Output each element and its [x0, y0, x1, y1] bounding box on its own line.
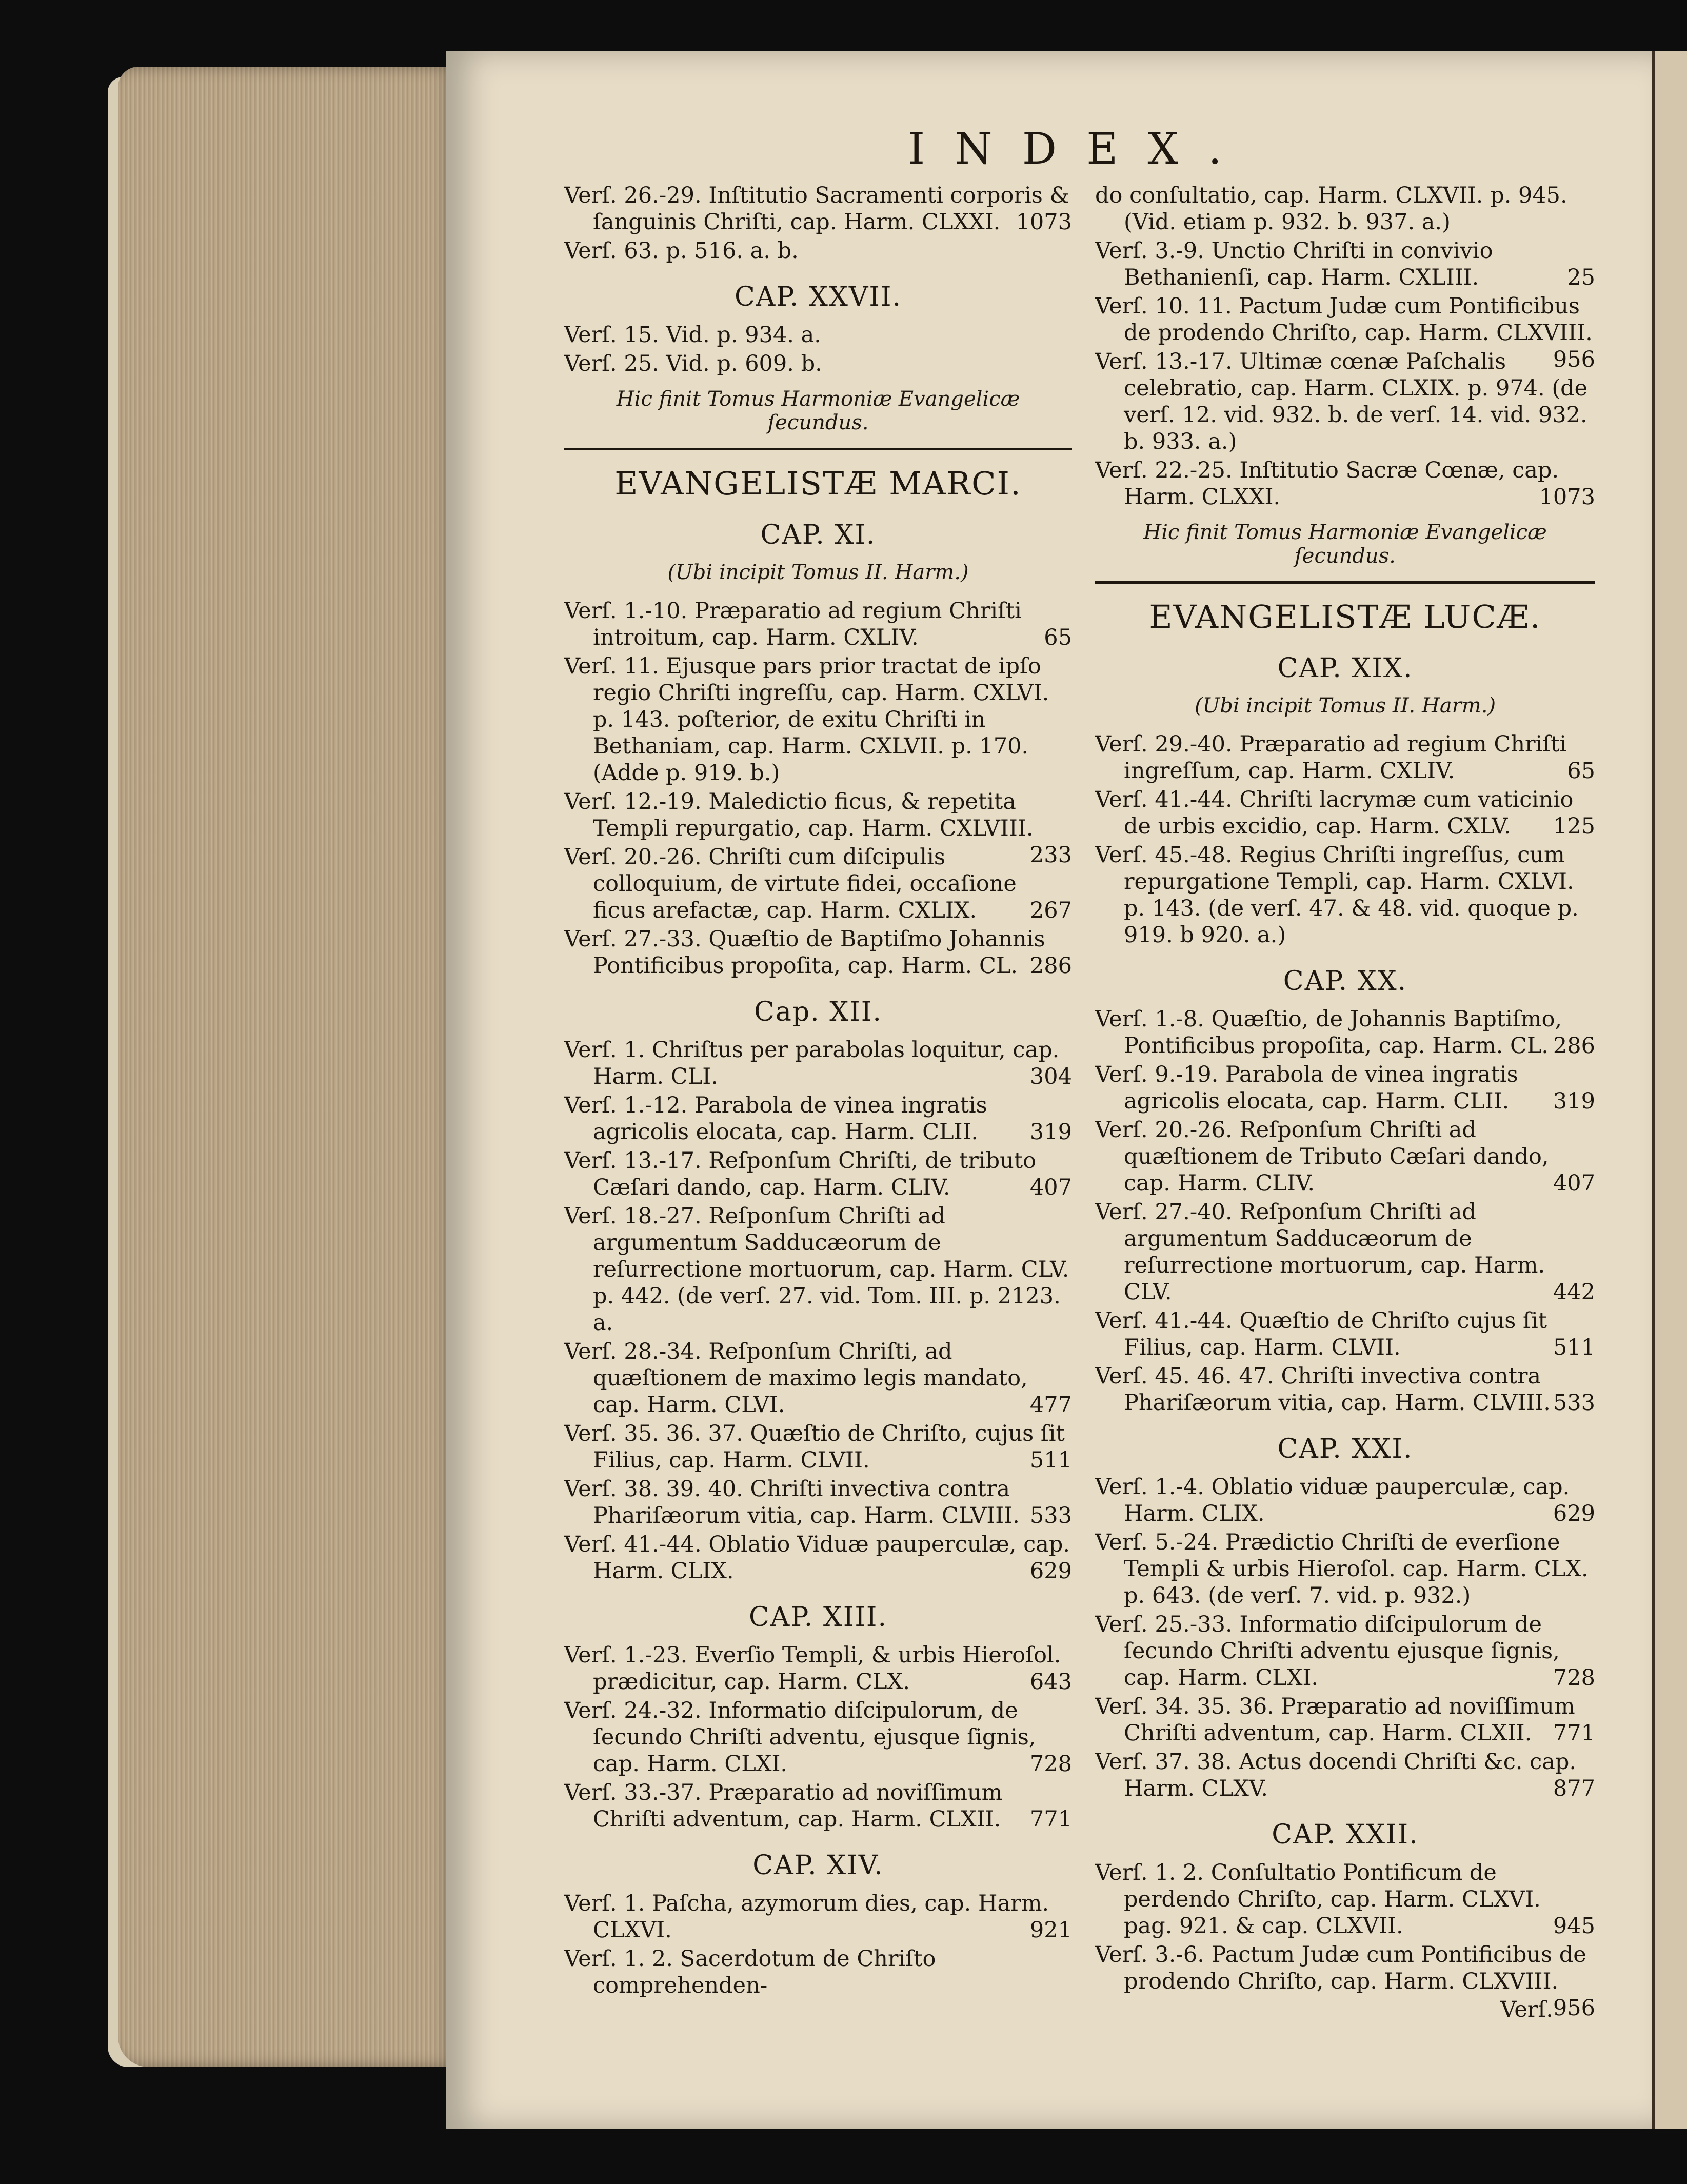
index-entry: Verſ. 10. 11. Pactum Judæ cum Pontificibus de prodendo Chriſto, cap. Harm. CLXVIII. 956	[1095, 293, 1595, 372]
index-entry: Verſ. 1.-12. Parabola de vinea ingratis agricolis elocata, cap. Harm. CLII. 319	[564, 1093, 1072, 1145]
page-number: 921	[1029, 1917, 1072, 1943]
page-number: 956	[1553, 347, 1595, 372]
volume-end-note: Hic finit Tomus Harmoniæ Evangelicæ ſecundus.	[616, 387, 1020, 434]
index-entry: Verſ. 15. Vid. p. 934. a.	[564, 322, 821, 348]
index-entry: Verſ. 1.-4. Oblatio viduæ pauperculæ, cap. Harm. CLIX. 629	[1095, 1474, 1595, 1526]
chapter-heading: CAP. XIV.	[752, 1850, 884, 1881]
index-entry: Verſ. 13.-17. Reſponſum Chriſti, de tributo Cæſari dando, cap. Harm. CLIV. 407	[564, 1148, 1072, 1200]
page-number: 125	[1553, 813, 1595, 839]
page-number: 286	[1553, 1033, 1595, 1059]
chapter-heading: CAP. XXVII.	[734, 282, 902, 312]
index-entry: Verſ. 35. 36. 37. Quæſtio de Chriſto, cujus ſit Filius, cap. Harm. CLVII. 511	[564, 1421, 1072, 1473]
page-number: 65	[1044, 625, 1072, 650]
page-number: 304	[1029, 1064, 1072, 1089]
chapter-heading: CAP. XIX.	[1277, 653, 1413, 684]
index-entry: Verſ. 34. 35. 36. Præparatio ad noviſſimum Chriſti adventum, cap. Harm. CLXII. 771	[1095, 1694, 1595, 1746]
index-entry: Verſ. 1. Chriſtus per parabolas loquitur, cap. Harm. CLI. 304	[564, 1037, 1072, 1089]
index-entry: do conſultatio, cap. Harm. CLXVII. p. 945. (Vid. etiam p. 932. b. 937. a.)	[1095, 183, 1567, 235]
page-number: 728	[1029, 1751, 1072, 1777]
index-entry: Verſ. 33.-37. Præparatio ad noviſſimum Chriſti adventum, cap. Harm. CLXII. 771	[564, 1780, 1072, 1832]
volume-start-note: (Ubi incipit Tomus II. Harm.)	[667, 561, 969, 584]
index-entry: Verſ. 1.-8. Quæſtio, de Johannis Baptiſmo, Pontificibus propoſita, cap. Harm. CL. 286	[1095, 1006, 1595, 1059]
gospel-heading: EVANGELISTÆ LUCÆ.	[1149, 598, 1541, 636]
page-content	[564, 124, 1595, 2022]
right-column	[1095, 182, 1595, 2022]
page-number: 25	[1567, 265, 1595, 290]
facing-page-edge	[1652, 51, 1687, 2129]
page-number: 511	[1553, 1335, 1595, 1360]
index-entry: Verſ. 25.-33. Informatio diſcipulorum de ſecundo Chriſti adventu ejusque ſignis, cap. Harm. CLXI. 728	[1095, 1612, 1595, 1691]
index-entry: Verſ. 18.-27. Reſponſum Chriſti ad argumentum Sadducæorum de reſurrectione mortuorum, cap. Harm. CLV. p. 442. (de verſ. 27. vid. Tom. III. p. 2123. a.	[564, 1203, 1069, 1336]
left-column	[564, 182, 1072, 2001]
chapter-heading: Cap. XII.	[754, 997, 882, 1027]
book-page-edges	[118, 67, 457, 2067]
index-entry: Verſ. 3.-9. Unctio Chriſti in convivio Bethanienſi, cap. Harm. CXLIII. 25	[1095, 238, 1595, 290]
index-entry: Verſ. 24.-32. Informatio diſcipulorum, de ſecundo Chriſti adventu, ejusque ſignis, cap. Harm. CLXI. 728	[564, 1698, 1072, 1777]
page-number: 771	[1553, 1720, 1595, 1746]
index-entry: Verſ. 25. Vid. p. 609. b.	[564, 351, 822, 376]
index-entry: Verſ. 1.-10. Præparatio ad regium Chriſti introitum, cap. Harm. CXLIV. 65	[564, 598, 1072, 650]
page-number: 319	[1553, 1088, 1595, 1114]
index-entry: Verſ. 1.-23. Everſio Templi, & urbis Hieroſol. prædicitur, cap. Harm. CLX. 643	[564, 1642, 1072, 1695]
index-entry: Verſ. 26.-29. Inſtitutio Sacramenti corporis & ſanguinis Chriſti, cap. Harm. CLXXI. 1073	[564, 183, 1072, 235]
page-number: 877	[1553, 1776, 1595, 1801]
index-entry: Verſ. 29.-40. Præparatio ad regium Chriſti ingreſſum, cap. Harm. CXLIV. 65	[1095, 731, 1595, 784]
index-entry: Verſ. 12.-19. Maledictio ficus, & repetita Templi repurgatio, cap. Harm. CXLVIII. 233	[564, 789, 1072, 868]
page-number: 286	[1029, 953, 1072, 979]
gospel-heading: EVANGELISTÆ MARCI.	[614, 465, 1022, 502]
chapter-heading: CAP. XIII.	[748, 1602, 888, 1633]
section-rule	[564, 448, 1072, 450]
chapter-heading: CAP. XXI.	[1277, 1434, 1413, 1464]
index-entry: Verſ. 45. 46. 47. Chriſti invectiva contra Phariſæorum vitia, cap. Harm. CLVIII. 533	[1095, 1363, 1595, 1416]
page-number: 956	[1553, 1995, 1595, 2021]
index-entry: Verſ. 27.-33. Quæſtio de Baptiſmo Johannis Pontificibus propoſita, cap. Harm. CL. 286	[564, 926, 1072, 979]
index-entry: Verſ. 1. 2. Conſultatio Pontificum de perdendo Chriſto, cap. Harm. CLXVI. pag. 921. & cap. CLXVII. 945	[1095, 1860, 1595, 1939]
index-entry: Verſ. 63. p. 516. a. b.	[564, 238, 799, 264]
page-number: 233	[1029, 842, 1072, 868]
index-entry: Verſ. 41.-44. Oblatio Viduæ pauperculæ, cap. Harm. CLIX. 629	[564, 1532, 1072, 1584]
index-entry: Verſ. 41.-44. Chriſti lacrymæ cum vaticinio de urbis excidio, cap. Harm. CXLV. 125	[1095, 787, 1595, 839]
page-number: 945	[1553, 1913, 1595, 1939]
volume-start-note: (Ubi incipit Tomus II. Harm.)	[1194, 694, 1496, 718]
page-number: 771	[1029, 1806, 1072, 1832]
index-entry: Verſ. 45.-48. Regius Chriſti ingreſſus, cum repurgatione Templi, cap. Harm. CXLVI. p. 143. (de verſ. 47. & 48. vid. quoque p. 919. b 920. a.)	[1095, 842, 1579, 948]
index-entry: Verſ. 11. Ejusque pars prior tractat de ipſo regio Chriſti ingreſſu, cap. Harm. CXLVI. p. 143. poſterior, de exitu Chriſti in Bethaniam, cap. Harm. CXLVII. p. 170. (Adde p. 919. b.)	[564, 653, 1049, 786]
index-entry: Verſ. 28.-34. Reſponſum Chriſti, ad quæſtionem de maximo legis mandato, cap. Harm. CLVI. 477	[564, 1339, 1072, 1418]
index-entry: Verſ. 9.-19. Parabola de vinea ingratis agricolis elocata, cap. Harm. CLII. 319	[1095, 1062, 1595, 1114]
catchword: Verſ.	[1500, 1997, 1553, 2022]
index-entry: Verſ. 20.-26. Reſponſum Chriſti ad quæſtionem de Tributo Cæſari dando, cap. Harm. CLIV. 407	[1095, 1117, 1595, 1196]
page-number: 267	[1029, 898, 1072, 923]
page-number: 442	[1553, 1279, 1595, 1305]
page-number: 511	[1029, 1447, 1072, 1473]
page-number: 533	[1029, 1503, 1072, 1528]
index-entry: Verſ. 5.-24. Prædictio Chriſti de everſione Templi & urbis Hieroſol. cap. Harm. CLX. p. 643. (de verſ. 7. vid. p. 932.)	[1095, 1530, 1589, 1609]
index-entry: Verſ. 20.-26. Chriſti cum diſcipulis colloquium, de virtute fidei, occaſione ficus arefactæ, cap. Harm. CXLIX. 267	[564, 844, 1072, 923]
page-number: 1073	[1016, 209, 1072, 235]
running-head: INDEX.	[908, 124, 1252, 174]
page-number: 407	[1029, 1175, 1072, 1200]
index-entry: Verſ. 37. 38. Actus docendi Chriſti &c. cap. Harm. CLXV. 877	[1095, 1749, 1595, 1801]
page-number: 728	[1553, 1665, 1595, 1691]
volume-end-note: Hic finit Tomus Harmoniæ Evangelicæ ſecundus.	[1143, 521, 1547, 568]
page-number: 643	[1029, 1669, 1072, 1695]
chapter-heading: CAP. XXII.	[1272, 1819, 1419, 1850]
page-number: 629	[1553, 1501, 1595, 1526]
page-number: 407	[1553, 1170, 1595, 1196]
index-entry: Verſ. 3.-6. Pactum Judæ cum Pontificibus de prodendo Chriſto, cap. Harm. CLXVIII. 956	[1095, 1942, 1595, 2021]
index-entry: Verſ. 41.-44. Quæſtio de Chriſto cujus ſit Filius, cap. Harm. CLVII. 511	[1095, 1308, 1595, 1360]
page-number: 1073	[1539, 484, 1595, 510]
section-rule	[1095, 581, 1595, 584]
page-number: 65	[1567, 758, 1595, 784]
index-entry: Verſ. 27.-40. Reſponſum Chriſti ad argumentum Sadducæorum de reſurrectione mortuorum, cap. Harm. CLV. 442	[1095, 1199, 1595, 1305]
page-number: 629	[1029, 1558, 1072, 1584]
index-entry: Verſ. 1. 2. Sacerdotum de Chriſto comprehenden-	[564, 1946, 936, 1998]
page-number: 533	[1553, 1390, 1595, 1416]
index-entry: Verſ. 13.-17. Ultimæ cœnæ Paſchalis celebratio, cap. Harm. CLXIX. p. 974. (de verſ. 12. vid. 932. b. de verſ. 14. vid. 932. b. 933. a.)	[1095, 349, 1588, 454]
index-entry: Verſ. 22.-25. Inſtitutio Sacræ Cœnæ, cap. Harm. CLXXI. 1073	[1095, 458, 1595, 510]
page-number: 319	[1029, 1119, 1072, 1145]
page-number: 477	[1029, 1392, 1072, 1418]
chapter-heading: CAP. XI.	[760, 520, 876, 550]
chapter-heading: CAP. XX.	[1283, 966, 1407, 997]
index-entry: Verſ. 38. 39. 40. Chriſti invectiva contra Phariſæorum vitia, cap. Harm. CLVIII. 533	[564, 1476, 1072, 1528]
index-entry: Verſ. 1. Paſcha, azymorum dies, cap. Harm. CLXVI. 921	[564, 1891, 1072, 1943]
